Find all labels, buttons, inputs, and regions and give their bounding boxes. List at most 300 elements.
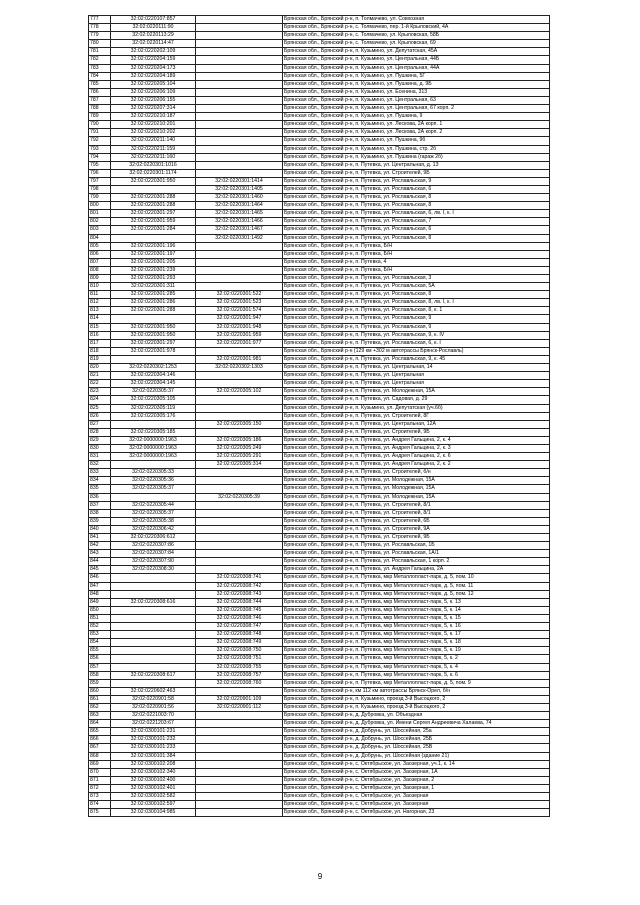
building-cadastral-number-cell [196,396,283,404]
building-cadastral-number-cell [196,347,283,355]
cadastral-number-cell: 32:02:0220301:959 [111,218,196,226]
building-cadastral-number-cell [196,88,283,96]
table-row [89,194,550,202]
address-cell: Брянская обл., Брянский р-н, п. Путевка, ул. Рославльская, 5А [283,283,550,291]
address-cell: Брянская обл., Брянский р-н, п. Путевка, ул. Рославльская, 8, к. 1 [283,307,550,315]
row-number-cell: 804 [89,234,111,242]
cadastral-number-cell: 32:02:0220211:140 [111,137,196,145]
cadastral-number-cell: 32:02:0000000:1963 [111,444,196,452]
cadastral-number-cell: 32:02:0220205:104 [111,80,196,88]
row-number-cell: 852 [89,623,111,631]
cadastral-number-cell: 32:02:0220301:197 [111,250,196,258]
address-cell: Брянская обл., Брянский р-н (129 км +302 м автотрассы Брянск-Рославль) [283,347,550,355]
building-cadastral-number-cell [196,720,283,728]
row-number-cell: 827 [89,420,111,428]
address-cell: Брянская обл., Брянский р-н, п. Путевка, ул. Рославльская, 1Б [283,542,550,550]
address-cell: Брянская обл., Брянский р-н, п. Путевка, ул. Рославльская, 9, к. IV [283,331,550,339]
table-row [89,712,550,720]
building-cadastral-number-cell: 32:02:0220901:112 [196,703,283,711]
row-number-cell: 812 [89,299,111,307]
row-number-cell: 820 [89,364,111,372]
building-cadastral-number-cell [196,137,283,145]
table-row [89,88,550,96]
building-cadastral-number-cell: 32:02:0220301:981 [196,355,283,363]
table-row [89,784,550,792]
row-number-cell: 790 [89,121,111,129]
cadastral-number-cell: 32:02:0220305:37 [111,388,196,396]
address-cell: Брянская обл., Брянский р-н, п. Путевка, мкр Металлопласт-парк, д. 5, пом. 10 [283,574,550,582]
row-number-cell: 786 [89,88,111,96]
building-cadastral-number-cell [196,105,283,113]
address-cell: Брянская обл., Брянский р-н, п. Путевка, ул. Садовая, д. 29 [283,396,550,404]
building-cadastral-number-cell [196,266,283,274]
address-cell: Брянская обл., Брянский р-н, п. Путевка, ул. Центральная [283,380,550,388]
table-row [89,461,550,469]
table-row [89,679,550,687]
building-cadastral-number-cell: 32:02:0220308:744 [196,598,283,606]
row-number-cell: 829 [89,436,111,444]
cadastral-number-cell [111,614,196,622]
row-number-cell: 794 [89,153,111,161]
cadastral-number-cell: 32:02:0220113:29 [111,32,196,40]
table-row [89,331,550,339]
building-cadastral-number-cell: 32:02:0220301:1460 [196,194,283,202]
building-cadastral-number-cell [196,801,283,809]
cadastral-number-cell: 32:02:0220305:38 [111,517,196,525]
table-row [89,40,550,48]
building-cadastral-number-cell: 32:02:0220305:186 [196,436,283,444]
cadastral-number-cell [111,461,196,469]
row-number-cell: 855 [89,647,111,655]
row-number-cell: 817 [89,339,111,347]
row-number-cell: 800 [89,202,111,210]
table-row [89,420,550,428]
table-row [89,776,550,784]
cadastral-number-cell: 32:02:0220301:1174 [111,169,196,177]
table-row [89,283,550,291]
cadastral-number-cell [111,420,196,428]
cadastral-number-cell [111,315,196,323]
row-number-cell: 798 [89,185,111,193]
building-cadastral-number-cell [196,64,283,72]
row-number-cell: 860 [89,687,111,695]
row-number-cell: 833 [89,469,111,477]
cadastral-number-cell: 32:02:0220301:297 [111,210,196,218]
cadastral-number-cell: 32:02:0220304:146 [111,372,196,380]
table-row [89,493,550,501]
address-cell: Брянская обл., Брянский р-н, п. Кузьмино, ул. Пушкина, д. 9Б [283,80,550,88]
cadastral-number-cell [111,647,196,655]
address-cell: Брянская обл., Брянский р-н, с. Октябрьское, ул. Заозерная [283,793,550,801]
cadastral-number-cell: 32:02:0220301:288 [111,194,196,202]
building-cadastral-number-cell: 32:02:0220301:1414 [196,177,283,185]
building-cadastral-number-cell [196,145,283,153]
row-number-cell: 810 [89,283,111,291]
cadastral-number-cell [111,655,196,663]
address-cell: Брянская обл., Брянский р-н, д. Добрунь, ул. Шоссейная, 25а [283,728,550,736]
row-number-cell: 843 [89,550,111,558]
row-number-cell: 839 [89,517,111,525]
cadastral-number-cell: 32:02:0220301:239 [111,266,196,274]
cadastral-number-cell: 32:02:0220302:1253 [111,364,196,372]
row-number-cell: 821 [89,372,111,380]
table-row [89,582,550,590]
row-number-cell: 785 [89,80,111,88]
building-cadastral-number-cell [196,428,283,436]
table-row [89,380,550,388]
table-row [89,72,550,80]
table-row [89,291,550,299]
address-cell: Брянская обл., Брянский р-н, п. Путевка, ул. Рославльская, 6 [283,185,550,193]
building-cadastral-number-cell: 32:02:0220308:742 [196,582,283,590]
address-cell: Брянская обл., Брянский р-н, п. Путевка, мкр Металлопласт-парк, д. 5, пом. 12 [283,590,550,598]
table-row [89,631,550,639]
building-cadastral-number-cell: 32:02:0220301:959 [196,331,283,339]
building-cadastral-number-cell [196,550,283,558]
cadastral-number-cell: 32:02:0220307:84 [111,550,196,558]
building-cadastral-number-cell: 32:02:0220302:1303 [196,364,283,372]
address-cell: Брянская обл., Брянский р-н, п. Путевка, мкр Металлопласт-парк, 5, к. 14 [283,606,550,614]
cadastral-number-cell: 32:02:0221203:67 [111,720,196,728]
table-row [89,801,550,809]
table-row [89,234,550,242]
row-number-cell: 823 [89,388,111,396]
address-cell: Брянская обл., Брянский р-н, км 112 км автотрассы Брянск-Орел, б/н [283,687,550,695]
table-row [89,509,550,517]
building-cadastral-number-cell [196,517,283,525]
table-row [89,226,550,234]
building-cadastral-number-cell: 32:02:0220301:1465 [196,210,283,218]
cadastral-number-cell: 32:02:0220301:311 [111,283,196,291]
cadastral-number-cell: 32:02:0220305:176 [111,412,196,420]
table-row [89,574,550,582]
cadastral-number-cell: 32:02:0220308:616 [111,598,196,606]
table-row [89,258,550,266]
row-number-cell: 830 [89,444,111,452]
address-cell: Брянская обл., Брянский р-н, п. Кузьмино, ул. Пушкина, 9 [283,113,550,121]
address-cell: Брянская обл., Брянский р-н, с. Толмачево, пер. 1-й Крыловский, 4А [283,24,550,32]
building-cadastral-number-cell [196,48,283,56]
row-number-cell: 846 [89,574,111,582]
address-cell: Брянская обл., Брянский р-н, с. Октябрьское, ул. Заозерная, 1А [283,768,550,776]
table-row [89,720,550,728]
row-number-cell: 787 [89,96,111,104]
cadastral-number-cell: 32:02:0220306:612 [111,534,196,542]
table-row [89,177,550,185]
table-row [89,307,550,315]
table-row [89,56,550,64]
row-number-cell: 835 [89,485,111,493]
address-cell: Брянская обл., Брянский р-н, п. Путевка, мкр Металлопласт-парк, 5, к. 17 [283,631,550,639]
cadastral-number-cell [111,355,196,363]
cadastral-number-cell: 32:02:0300102:208 [111,760,196,768]
row-number-cell: 779 [89,32,111,40]
cadastral-number-cell [111,590,196,598]
address-cell: Брянская обл., Брянский р-н, п. Путевка, мкр Металлопласт-парк, 5, к. 4 [283,663,550,671]
address-cell: Брянская обл., Брянский р-н, п. Кузьмино, ул. Депутатская (уч.6б) [283,404,550,412]
address-cell: Брянская обл., Брянский р-н, с. Октябрьское, ул. Заозерная, 1 [283,784,550,792]
building-cadastral-number-cell [196,121,283,129]
address-cell: Брянская обл., Брянский р-н, п. Путевка, ул. Рославльская, 1 корп. 2 [283,558,550,566]
table-row [89,412,550,420]
cadastral-number-cell: 32:02:0220304:145 [111,380,196,388]
table-row [89,355,550,363]
row-number-cell: 859 [89,679,111,687]
building-cadastral-number-cell [196,161,283,169]
address-cell: Брянская обл., Брянский р-н, п. Путевка, ул. Строителей, 9Б [283,534,550,542]
row-number-cell: 838 [89,509,111,517]
address-cell: Брянская обл., Брянский р-н, п. Путевка, ул. Молодежная, 15А [283,477,550,485]
building-cadastral-number-cell [196,380,283,388]
building-cadastral-number-cell: 32:02:0220301:977 [196,339,283,347]
building-cadastral-number-cell [196,558,283,566]
cadastral-number-cell: 32:02:0300104:985 [111,809,196,817]
address-cell: Брянская обл., Брянский р-н, с. Октябрьское, ул. Заозерная [283,801,550,809]
row-number-cell: 837 [89,501,111,509]
address-cell: Брянская обл., Брянский р-н, с. Толмачево, ул. Крыловская, 58Б [283,32,550,40]
row-number-cell: 788 [89,105,111,113]
building-cadastral-number-cell [196,687,283,695]
cadastral-number-cell: 32:02:0220307:86 [111,542,196,550]
cadastral-number-cell: 32:02:0220306:42 [111,525,196,533]
row-number-cell: 807 [89,258,111,266]
cadastral-number-cell: 32:02:0000000:1963 [111,453,196,461]
cadastral-number-cell: 32:02:0220305:185 [111,428,196,436]
cadastral-number-cell: 32:02:0300101:233 [111,744,196,752]
table-row [89,372,550,380]
building-cadastral-number-cell [196,744,283,752]
cadastral-number-cell: 32:02:0220301:285 [111,291,196,299]
cadastral-number-cell: 32:02:0220602:463 [111,687,196,695]
table-row [89,153,550,161]
row-number-cell: 825 [89,404,111,412]
row-number-cell: 836 [89,493,111,501]
row-number-cell: 828 [89,428,111,436]
row-number-cell: 815 [89,323,111,331]
building-cadastral-number-cell [196,509,283,517]
row-number-cell: 778 [89,24,111,32]
cadastral-number-cell: 32:02:0300102:340 [111,768,196,776]
row-number-cell: 791 [89,129,111,137]
address-cell: Брянская обл., Брянский р-н, п. Путевка, Б/Н [283,242,550,250]
table-row [89,647,550,655]
building-cadastral-number-cell: 32:02:0220305:314 [196,461,283,469]
row-number-cell: 809 [89,275,111,283]
building-cadastral-number-cell [196,525,283,533]
address-cell: Брянская обл., Брянский р-н, п. Путевка, мкр Металлопласт-парк, 5, к. 2 [283,655,550,663]
building-cadastral-number-cell: 32:02:0220308:749 [196,639,283,647]
table-row [89,315,550,323]
row-number-cell: 793 [89,145,111,153]
row-number-cell: 802 [89,218,111,226]
table-row [89,606,550,614]
row-number-cell: 861 [89,695,111,703]
cadastral-number-cell: 32:02:0000000:1963 [111,436,196,444]
row-number-cell: 792 [89,137,111,145]
cadastral-number-cell: 32:02:0220107:857 [111,16,196,24]
table-row [89,169,550,177]
building-cadastral-number-cell [196,250,283,258]
building-cadastral-number-cell [196,72,283,80]
table-row [89,501,550,509]
registry-table [88,15,550,817]
building-cadastral-number-cell: 32:02:0220305:102 [196,388,283,396]
address-cell: Брянская обл., Брянский р-н, п. Путевка, ул. Центральная, 14 [283,364,550,372]
address-cell: Брянская обл., Брянский р-н, п. Толмачево, ул. Совхозная [283,16,550,24]
table-row [89,623,550,631]
building-cadastral-number-cell: 32:02:0220301:1466 [196,218,283,226]
table-row [89,525,550,533]
building-cadastral-number-cell: 32:02:0220301:1464 [196,202,283,210]
table-row [89,703,550,711]
address-cell: Брянская обл., Брянский р-н, п. Путевка, ул. Строителей, 9Б [283,428,550,436]
cadastral-number-cell: 32:02:0220301:950 [111,177,196,185]
building-cadastral-number-cell: 32:02:0220305:249 [196,444,283,452]
row-number-cell: 777 [89,16,111,24]
table-row [89,32,550,40]
address-cell: Брянская обл., Брянский р-н, п. Путевка, ул. Рославльская, 9, к. 45 [283,355,550,363]
address-cell: Брянская обл., Брянский р-н, п. Путевка, ул. Молодежная, 15А [283,485,550,493]
row-number-cell: 789 [89,113,111,121]
building-cadastral-number-cell: 32:02:0220308:745 [196,606,283,614]
table-row [89,210,550,218]
building-cadastral-number-cell [196,542,283,550]
row-number-cell: 819 [89,355,111,363]
building-cadastral-number-cell: 32:02:0220301:1492 [196,234,283,242]
table-row [89,436,550,444]
row-number-cell: 796 [89,169,111,177]
address-cell: Брянская обл., Брянский р-н, п. Путевка, мкр Металлопласт-парк, д. 5, пом. 9 [283,679,550,687]
building-cadastral-number-cell: 32:02:0220301:948 [196,323,283,331]
row-number-cell: 841 [89,534,111,542]
address-cell: Брянская обл., Брянский р-н, п. Кузьмино, ул. Пушкина, стр. 2б [283,145,550,153]
address-cell: Брянская обл., Брянский р-н, п. Кузьмино, проезд 3-й Высоцкого, 2 [283,695,550,703]
address-cell: Брянская обл., Брянский р-н, п. Путевка, ул. Строителей, 8/1 [283,509,550,517]
cadastral-number-cell: 32:02:0300102:597 [111,801,196,809]
row-number-cell: 863 [89,712,111,720]
table-row [89,793,550,801]
building-cadastral-number-cell: 32:02:0220308:741 [196,574,283,582]
cadastral-number-cell: 32:02:0220305:37 [111,485,196,493]
row-number-cell: 845 [89,566,111,574]
address-cell: Брянская обл., Брянский р-н, п. Путевка, мкр Металлопласт-парк, 5, к. 19 [283,647,550,655]
table-row [89,404,550,412]
table-row [89,663,550,671]
row-number-cell: 822 [89,380,111,388]
cadastral-number-cell: 32:02:0220305:33 [111,469,196,477]
building-cadastral-number-cell [196,793,283,801]
building-cadastral-number-cell [196,485,283,493]
address-cell: Брянская обл., Брянский р-н, п. Путевка, ул. Строителей, 9А [283,525,550,533]
building-cadastral-number-cell [196,153,283,161]
table-row [89,48,550,56]
address-cell: Брянская обл., Брянский р-н, п. Путевка, ул. Центральная, 12А [283,420,550,428]
table-row [89,671,550,679]
row-number-cell: 851 [89,614,111,622]
table-row [89,768,550,776]
table-row [89,760,550,768]
address-cell: Брянская обл., Брянский р-н, п. Кузьмино, ул. Пушкина (гараж 2б) [283,153,550,161]
table-row [89,550,550,558]
table-row [89,339,550,347]
cadastral-number-cell [111,582,196,590]
cadastral-number-cell: 32:02:0220210:201 [111,121,196,129]
cadastral-number-cell: 32:02:0220301:297 [111,339,196,347]
cadastral-number-cell: 32:02:0220301:288 [111,202,196,210]
building-cadastral-number-cell [196,534,283,542]
table-row [89,275,550,283]
address-cell: Брянская обл., Брянский р-н, п. Кузьмино, ул. Есенина, 313 [283,88,550,96]
address-cell: Брянская обл., Брянский р-н, с. Октябрьское, ул. Заозерная, уч.1, к. 14 [283,760,550,768]
row-number-cell: 795 [89,161,111,169]
cadastral-number-cell: 32:02:0220308:617 [111,671,196,679]
cadastral-number-cell: 32:02:0220305:44 [111,501,196,509]
table-row [89,323,550,331]
table-row [89,453,550,461]
building-cadastral-number-cell [196,56,283,64]
row-number-cell: 847 [89,582,111,590]
cadastral-number-cell [111,663,196,671]
building-cadastral-number-cell [196,784,283,792]
table-row [89,161,550,169]
cadastral-number-cell: 32:02:0220301:284 [111,226,196,234]
cadastral-number-cell: 32:02:0220211:160 [111,153,196,161]
address-cell: Брянская обл., Брянский р-н, п. Кузьмино, ул. Центральная, 67 корп. 2 [283,105,550,113]
address-cell: Брянская обл., Брянский р-н, п. Путевка, мкр Металлопласт-парк, 5, к. 13 [283,598,550,606]
cadastral-number-cell: 32:02:0220204:173 [111,64,196,72]
address-cell: Брянская обл., Брянский р-н, с. Октябрьское, ул. Нагорная, 23 [283,809,550,817]
row-number-cell: 824 [89,396,111,404]
row-number-cell: 814 [89,315,111,323]
table-row [89,266,550,274]
table-row [89,566,550,574]
cadastral-number-cell: 32:02:0220210:187 [111,113,196,121]
cadastral-number-cell: 32:02:0220206:155 [111,96,196,104]
row-number-cell: 848 [89,590,111,598]
address-cell: Брянская обл., Брянский р-н, п. Путевка, ул. Андрея Гальцина, 2А [283,566,550,574]
row-number-cell: 783 [89,64,111,72]
row-number-cell: 862 [89,703,111,711]
cadastral-number-cell: 32:02:0220301:1016 [111,161,196,169]
building-cadastral-number-cell [196,768,283,776]
building-cadastral-number-cell: 32:02:0220301:522 [196,291,283,299]
row-number-cell: 856 [89,655,111,663]
row-number-cell: 805 [89,242,111,250]
row-number-cell: 782 [89,56,111,64]
table-row [89,542,550,550]
address-cell: Брянская обл., Брянский р-н, п. Путевка, мкр Металлопласт-парк, 5, к. 16 [283,623,550,631]
cadastral-number-cell: 32:02:0220206:109 [111,88,196,96]
address-cell: Брянская обл., Брянский р-н, п. Путевка, ул. Рославльская, 9 [283,177,550,185]
row-number-cell: 874 [89,801,111,809]
table-row [89,655,550,663]
building-cadastral-number-cell: 32:02:0220308:746 [196,614,283,622]
address-cell: Брянская обл., Брянский р-н, п. Путевка, ул. Рославльская, 8 [283,194,550,202]
page-number: 9 [317,872,323,881]
row-number-cell: 826 [89,412,111,420]
building-cadastral-number-cell: 32:02:0220308:748 [196,631,283,639]
table-row [89,744,550,752]
building-cadastral-number-cell [196,96,283,104]
address-cell: Брянская обл., Брянский р-н, п. Путевка, ул. Строителей, 8/1 [283,501,550,509]
address-cell: Брянская обл., Брянский р-н, п. Путевка, ул. Рославльская, 7 [283,218,550,226]
table-row [89,428,550,436]
address-cell: Брянская обл., Брянский р-н, п. Путевка, 4 [283,258,550,266]
address-cell: Брянская обл., Брянский р-н, п. Путевка, Б/Н [283,250,550,258]
table-row [89,752,550,760]
table-row [89,347,550,355]
address-cell: Брянская обл., Брянский р-н, п. Кузьмино, ул. Лескова, 2А корп. 2 [283,129,550,137]
